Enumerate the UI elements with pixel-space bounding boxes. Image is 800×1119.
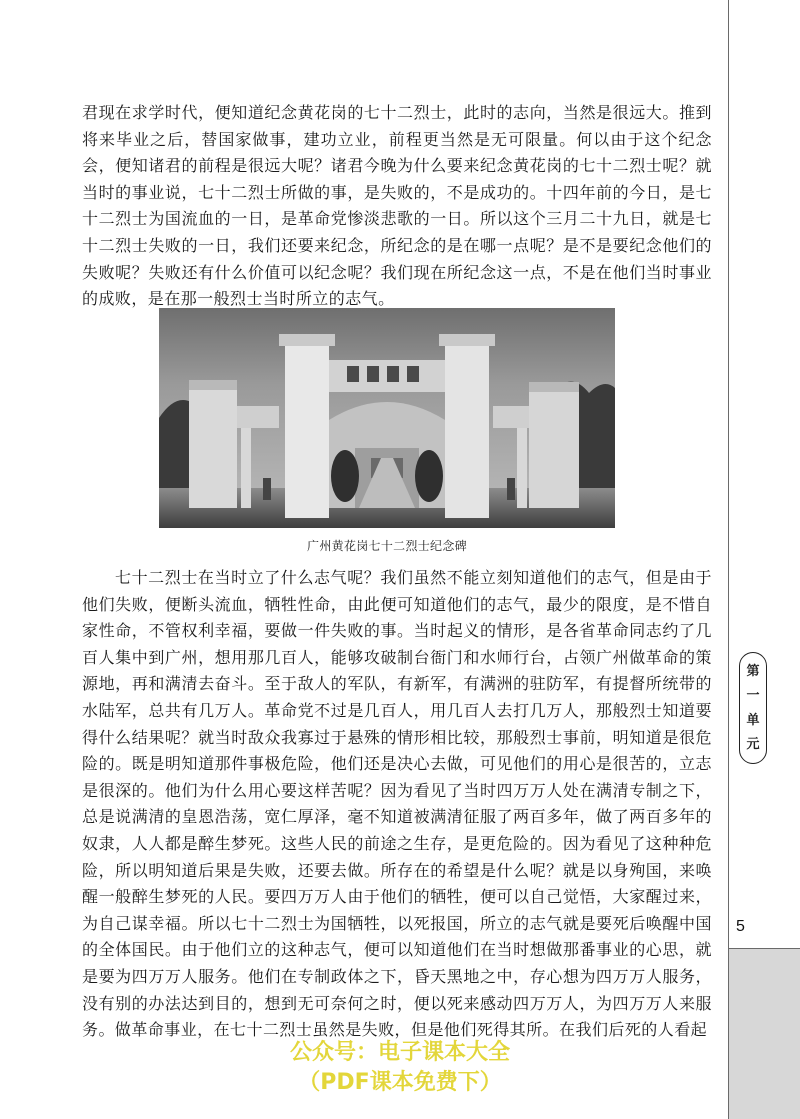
unit-badge-char: 一 <box>746 688 760 704</box>
memorial-photo <box>159 308 615 528</box>
unit-badge-char: 第 <box>746 663 760 679</box>
body-paragraph: 君现在求学时代，便知道纪念黄花岗的七十二烈士，此时的志向，当然是很远大。推到将来毕业之后，替国家做事，建功立业，前程更当然是无可限量。何以由于这个纪念会，便知诸君的前程是很远大呢？诸君今晚为什么要来纪念黄花岗的七十二烈士呢？就当时的事业说，七十二烈士所做的事，是失败的，不是成功的。十四年前的今日，是七十二烈士为国流血的一日，是革命党惨淡悲歌的一日。所以这个三月二十九日，就是七十二烈士失败的一日，我们还要来纪念，所纪念的是在哪一点呢？是不是要纪念他们的失败呢？失败还有什么价值可以纪念呢？我们现在所纪念这一点，不是在他们当时事业的成败，是在那一般烈士当时所立的志气。 <box>82 103 712 309</box>
unit-badge <box>739 652 767 764</box>
footer-watermark <box>250 1038 550 1098</box>
margin-band-rule <box>729 948 800 949</box>
watermark-line: 公众号：电子课本大全 <box>289 1040 510 1065</box>
margin-shaded-band <box>729 948 800 1119</box>
body-paragraph: 七十二烈士在当时立了什么志气呢？我们虽然不能立刻知道他们的志气，但是由于他们失败，便断头流血，牺牲性命，由此便可知道他们的志气，最少的限度，是不惜自家性命，不管权利幸福，要做一件失败的事。当时起义的情形，是各省革命同志约了几百人集中到广州，想用那几百人，能够攻破制台衙门和水师行台，占领广州做革命的策源地，再和满清去奋斗。至于敌人的军队，有新军，有满洲的驻防军，有提督所统带的水陆军，总共有几万人。革命党不过是几百人，用几百人去打几万人，那般烈士知道要得什么结果呢？就当时敌众我寡过于悬殊的情形相比较，那般烈士事前，明知道是很危险的。既是明知道那件事极危险，他们还是决心去做，可见他们的用心是很苦的，立志是很深的。他们为什么用心要这样苦呢？因为看见了当时四万万人处在满清专制之下，总是说满清的皇恩浩荡，宽仁厚泽，毫不知道被满清征服了两百多年，做了两百多年的奴隶，人人都是醉生梦死。这些人民的前途之生存，是更危险的。因为看见了这种种危险，所以明知道后果是失败，还要去做。所存在的希望是什么呢？就是以身殉国，来唤醒一般醉生梦死的人民。要四万万人由于他们的牺牲，便可以自己觉悟，大家醒过来，为自己谋幸福。所以七十二烈士为国牺牲，以死报国，所立的志气就是要死后唤醒中国的全体国民。由于他们立的这种志气，便可以知道他们在当时想做那番事业的心思，就是要为四万万人服务。他们在专制政体之下，昏天黑地之中，存心想为四万万人服务，没有别的办法达到目的，想到无可奈何之时，便以死来感动四万万人，为四万万人来服务。做革命事业，在七十二烈士虽然是失败，但是他们死得其所。在我们后死的人看起 <box>82 568 712 1040</box>
unit-badge-char: 元 <box>746 737 760 753</box>
unit-badge-char: 单 <box>746 712 760 728</box>
watermark-line: （PDF课本免费下） <box>298 1070 502 1095</box>
memorial-gate-image <box>159 308 615 528</box>
figure-caption: 广州黄花岗七十二烈士纪念碑 <box>307 539 467 553</box>
page-number: 5 <box>736 918 745 935</box>
